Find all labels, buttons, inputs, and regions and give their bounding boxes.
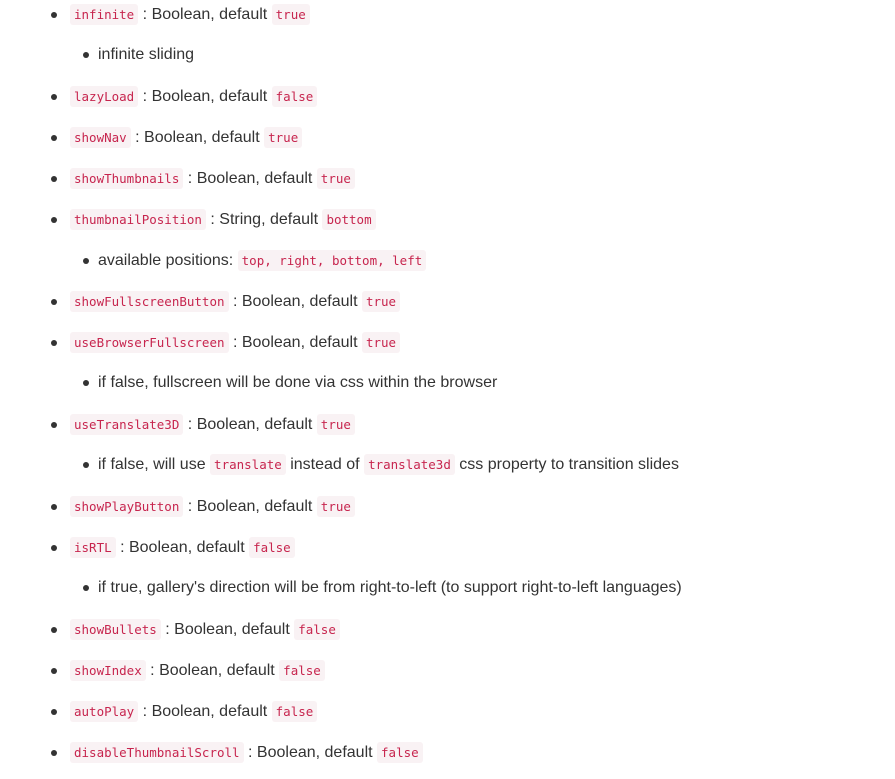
prop-item-shownav — [0, 125, 302, 151]
prop-name: lazyLoad — [70, 86, 138, 107]
prop-item-showthumbnails — [0, 166, 355, 192]
prop-default: false — [294, 619, 340, 640]
prop-name: isRTL — [70, 537, 116, 558]
prop-default: true — [362, 291, 400, 312]
prop-separator: : — [228, 293, 242, 310]
note-text: infinite sliding — [98, 46, 195, 63]
prop-item-isrtl — [0, 535, 295, 561]
prop-separator: : — [183, 170, 197, 187]
prop-type: Boolean, default — [144, 129, 265, 146]
prop-type: Boolean, default — [151, 88, 272, 105]
prop-item-lazyload — [0, 84, 317, 110]
note-text: css property to transition slides — [454, 456, 679, 473]
prop-item-showindex — [0, 658, 325, 684]
prop-item-usebrowserfullscreen — [0, 330, 400, 356]
prop-separator: : — [228, 334, 242, 351]
prop-type: Boolean, default — [159, 662, 280, 679]
note-text: if false, will use — [98, 456, 211, 473]
bullet-icon — [83, 52, 89, 58]
note-text: if true, gallery's direction will be from right-to-left (to support right-to-left languages) — [98, 579, 682, 596]
prop-separator: : — [243, 744, 257, 761]
prop-type: Boolean, default — [196, 170, 317, 187]
prop-default: bottom — [322, 209, 375, 230]
note-item-usetranslate3d — [0, 452, 679, 478]
note-text: instead of — [285, 456, 365, 473]
note-text: available positions: — [98, 252, 238, 269]
bullet-icon — [51, 299, 57, 305]
note-code: top, right, bottom, left — [238, 250, 427, 271]
prop-item-showbullets — [0, 617, 340, 643]
bullet-icon — [51, 135, 57, 141]
note-code-translate3d: translate3d — [364, 454, 455, 475]
prop-default: true — [317, 414, 355, 435]
prop-separator: : — [145, 662, 160, 679]
bullet-icon — [83, 585, 89, 591]
bullet-icon — [51, 545, 57, 551]
prop-separator: : — [183, 498, 197, 515]
prop-default: false — [272, 701, 318, 722]
note-item-infinite — [0, 42, 194, 68]
bullet-icon — [83, 380, 89, 386]
bullet-icon — [51, 627, 57, 633]
prop-type: Boolean, default — [128, 539, 250, 556]
prop-item-disablethumbnailscroll — [0, 740, 423, 766]
prop-name: showBullets — [70, 619, 161, 640]
prop-name: useBrowserFullscreen — [70, 332, 229, 353]
prop-type: Boolean, default — [241, 293, 362, 310]
prop-name: autoPlay — [70, 701, 138, 722]
prop-name: infinite — [70, 4, 138, 25]
prop-separator: : — [138, 703, 152, 720]
prop-item-infinite — [0, 2, 310, 28]
prop-item-showplaybutton — [0, 494, 355, 520]
prop-default: true — [272, 4, 310, 25]
prop-type: Boolean, default — [256, 744, 378, 761]
prop-separator: : — [183, 416, 197, 433]
bullet-icon — [51, 176, 57, 182]
bullet-icon — [51, 94, 57, 100]
prop-name: disableThumbnailScroll — [70, 742, 244, 763]
prop-type: String, default — [219, 211, 323, 228]
prop-type: Boolean, default — [196, 416, 317, 433]
prop-type: Boolean, default — [241, 334, 362, 351]
prop-item-autoplay — [0, 699, 317, 725]
prop-name: showNav — [70, 127, 131, 148]
prop-separator: : — [130, 129, 145, 146]
prop-separator: : — [160, 621, 175, 638]
bullet-icon — [51, 12, 57, 18]
prop-default: true — [317, 168, 355, 189]
prop-type: Boolean, default — [151, 703, 272, 720]
prop-name: thumbnailPosition — [70, 209, 206, 230]
note-text: if false, fullscreen will be done via css within the browser — [98, 374, 498, 391]
bullet-icon — [51, 340, 57, 346]
bullet-icon — [51, 422, 57, 428]
prop-separator: : — [205, 211, 220, 228]
prop-name: showPlayButton — [70, 496, 183, 517]
prop-default: true — [317, 496, 355, 517]
note-item-thumbnailposition — [0, 248, 426, 274]
prop-name: showThumbnails — [70, 168, 183, 189]
prop-default: false — [279, 660, 325, 681]
bullet-icon — [83, 258, 89, 264]
prop-item-showfullscreenbutton — [0, 289, 400, 315]
note-item-usebrowserfullscreen — [0, 370, 497, 396]
prop-separator: : — [138, 88, 152, 105]
prop-name: showFullscreenButton — [70, 291, 229, 312]
prop-type: Boolean, default — [151, 6, 272, 23]
prop-name: useTranslate3D — [70, 414, 183, 435]
prop-name: showIndex — [70, 660, 146, 681]
prop-default: false — [377, 742, 423, 763]
bullet-icon — [51, 750, 57, 756]
note-item-isrtl — [0, 575, 682, 601]
bullet-icon — [51, 709, 57, 715]
bullet-icon — [83, 462, 89, 468]
bullet-icon — [51, 217, 57, 223]
note-code-translate: translate — [210, 454, 286, 475]
prop-default: true — [362, 332, 400, 353]
prop-item-usetranslate3d — [0, 412, 355, 438]
prop-default: true — [264, 127, 302, 148]
prop-type: Boolean, default — [174, 621, 295, 638]
prop-separator: : — [115, 539, 129, 556]
bullet-icon — [51, 668, 57, 674]
prop-separator: : — [138, 6, 152, 23]
prop-default: false — [272, 86, 318, 107]
prop-item-thumbnailposition — [0, 207, 376, 233]
bullet-icon — [51, 504, 57, 510]
prop-default: false — [249, 537, 295, 558]
prop-type: Boolean, default — [196, 498, 317, 515]
